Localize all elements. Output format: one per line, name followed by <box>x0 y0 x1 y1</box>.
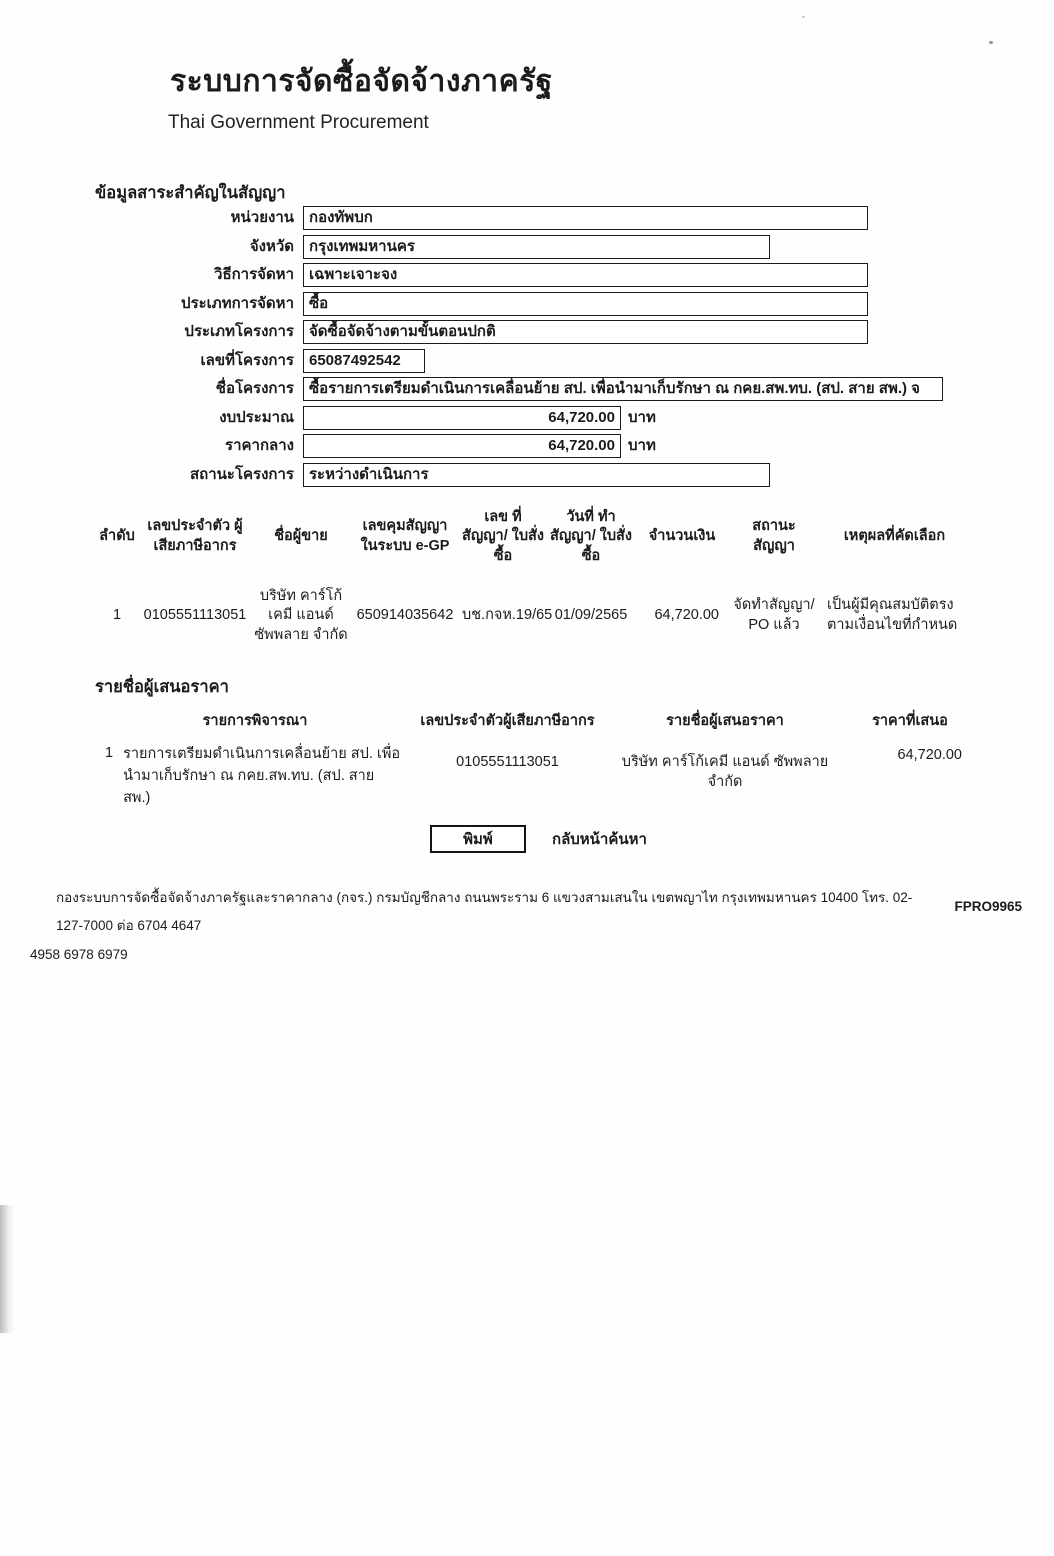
project-status-value: ระหว่างดำเนินการ <box>303 463 770 487</box>
bidders-table-row <box>95 744 970 809</box>
header-bidder-name: รายชื่อผู้เสนอราคา <box>666 713 784 730</box>
page-title: ระบบการจัดซื้อจัดจ้างภาครัฐ <box>170 65 553 98</box>
bidder-row-item-cell <box>95 744 415 809</box>
header-egp-number: เลขคุมสัญญา ในระบบ e-GP <box>360 518 450 554</box>
header-amount: จำนวนเงิน <box>648 528 716 545</box>
field-row-project-number <box>95 349 955 373</box>
contract-table-header <box>95 500 970 574</box>
actions-bar <box>430 825 647 853</box>
budget-label: งบประมาณ <box>219 408 294 426</box>
project-type-label: ประเภทโครงการ <box>184 323 294 340</box>
form-code: FPRO9965 <box>954 899 1022 914</box>
field-row-project-type <box>95 320 955 344</box>
procurement-type-value: ซื้อ <box>303 292 868 316</box>
row-seller-name: บริษัท คาร์โก้เคมี แอนด์ ซัพพลาย จำกัด <box>254 587 348 643</box>
agency-value: กองทัพบก <box>303 206 868 230</box>
row-tax-id: 0105551113051 <box>143 607 247 624</box>
field-row-agency <box>95 206 955 230</box>
project-number-value: 65087492542 <box>303 349 425 373</box>
bidders-table-header <box>95 708 970 736</box>
project-number-label: เลขที่โครงการ <box>200 351 294 369</box>
field-row-procurement-method <box>95 263 955 287</box>
project-status-label: สถานะโครงการ <box>189 465 294 483</box>
scan-speck-artifact <box>802 16 805 18</box>
procurement-type-label: ประเภทการจัดหา <box>181 294 294 312</box>
header-offered-price: ราคาที่เสนอ <box>872 713 948 730</box>
row-egp-number: 650914035642 <box>356 607 454 624</box>
field-row-budget <box>95 406 955 430</box>
footer-address-line1: กองระบบการจัดซื้อจัดจ้างภาครัฐและราคากลาง (กจร.) กรมบัญชีกลาง ถนนพระราม 6 แขวงสามเสนใน เขตพญาไท กรุงเทพมหานคร 10400 โทร. 02-127-7000 ต่อ 6704 4647 <box>56 890 913 934</box>
bidder-row-price: 64,720.00 <box>897 747 962 763</box>
project-type-value: จัดซื้อจัดจ้างตามขั้นตอนปกติ <box>303 320 868 344</box>
province-label: จังหวัด <box>249 237 294 255</box>
header-contract-date: วันที่ ทำสัญญา/ ใบสั่งซื้อ <box>550 508 632 564</box>
footer-address-line2: 4958 6978 6979 <box>30 946 128 962</box>
scan-smudge-artifact <box>0 1205 15 1333</box>
row-amount: 64,720.00 <box>654 607 719 624</box>
header-status: สถานะ สัญญา <box>752 518 796 554</box>
row-contract-no: บช.กจห.19/65 <box>462 607 553 624</box>
bidders-section-title: รายชื่อผู้เสนอราคา <box>95 678 229 696</box>
header-seller-name: ชื่อผู้ขาย <box>274 528 328 545</box>
budget-value: 64,720.00 <box>303 406 621 430</box>
contract-table <box>95 500 970 648</box>
header-tax-id: เลขประจำตัว ผู้เสียภาษีอากร <box>147 518 243 554</box>
procurement-method-value: เฉพาะเจาะจง <box>303 263 868 287</box>
bidder-row-name: บริษัท คาร์โก้เคมี แอนด์ ซัพพลาย จำกัด <box>621 754 829 790</box>
agency-label: หน่วยงาน <box>230 209 294 226</box>
field-row-procurement-type <box>95 292 955 316</box>
row-status: จัดทำสัญญา/ PO แล้ว <box>733 597 815 633</box>
contract-table-row <box>95 584 970 648</box>
field-row-reference-price <box>95 434 955 458</box>
province-value: กรุงเทพมหานคร <box>303 235 770 259</box>
page-footer <box>30 884 1024 969</box>
header-no: ลำดับ <box>99 528 135 545</box>
page-subtitle: Thai Government Procurement <box>168 112 429 133</box>
header-contract-no: เลข ที่สัญญา/ ใบสั่งซื้อ <box>462 508 544 564</box>
reference-price-label: ราคากลาง <box>225 437 294 454</box>
header-consideration-item: รายการพิจารณา <box>202 713 308 730</box>
header-bidder-tax-id: เลขประจำตัวผู้เสียภาษีอากร <box>420 713 595 730</box>
row-reason: เป็นผู้มีคุณสมบัติตรงตาม​เงื่อนไขที่กำหนด <box>827 597 958 633</box>
bidder-row-item: รายการเตรียมดำเนินการเคลื่อนย้าย สป. เพื่อนำ​มาเก็บรักษา ณ กคย.สพ.ทบ. (สป. สาย สพ.) <box>123 746 401 806</box>
field-row-project-name <box>95 377 955 401</box>
header-reason: เหตุผลที่คัดเลือก <box>843 528 946 545</box>
contract-info-section-title: ข้อมูลสาระสำคัญในสัญญา <box>95 184 286 202</box>
print-button[interactable]: พิมพ์ <box>430 825 526 853</box>
project-name-value: ซื้อรายการเตรียมดำเนินการเคลื่อนย้าย สป. เพื่อนำมาเก็บรักษา ณ กคย.สพ.ทบ. (สป. สาย สพ.) จ <box>303 377 943 401</box>
bidders-table <box>95 708 970 809</box>
scan-speck-artifact <box>989 41 993 44</box>
reference-price-unit: บาท <box>628 437 656 454</box>
contract-info-form <box>95 206 955 491</box>
row-contract-date: 01/09/2565 <box>554 607 628 624</box>
bidder-row-no: 1 <box>105 745 114 761</box>
back-to-search-link[interactable]: กลับหน้าค้นหา <box>552 831 647 848</box>
project-name-label: ชื่อโครงการ <box>215 380 294 397</box>
procurement-method-label: วิธีการจัดหา <box>214 266 294 283</box>
field-row-project-status <box>95 463 955 487</box>
bidder-row-tax-id: 0105551113051 <box>456 754 559 770</box>
reference-price-value: 64,720.00 <box>303 434 621 458</box>
field-row-province <box>95 235 955 259</box>
row-no: 1 <box>112 607 122 624</box>
budget-unit: บาท <box>628 408 656 426</box>
